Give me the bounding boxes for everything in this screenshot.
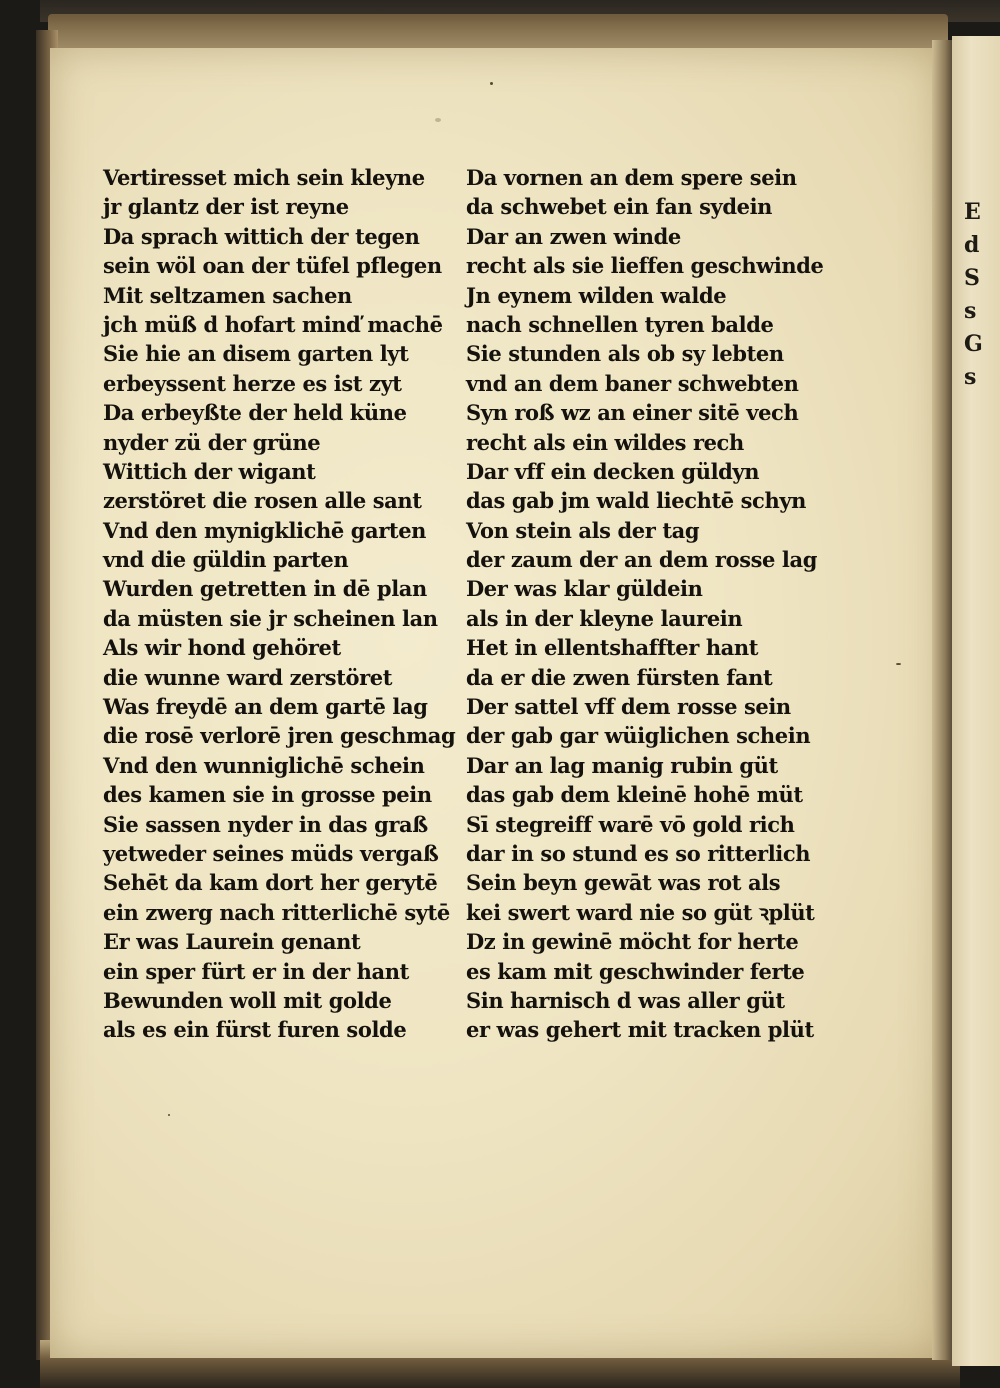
left-text-column (103, 163, 465, 1045)
verse-line: Er was Laurein genant (103, 929, 361, 955)
verse-line: dar in so stund es so ritterlich (466, 840, 811, 866)
verse-line: Als wir hond gehöret (103, 635, 341, 661)
verse-line: nach schnellen tyren balde (466, 311, 774, 337)
paper-speck (168, 1114, 170, 1116)
verse-line: Bewunden woll mit golde (103, 987, 392, 1013)
verse-line: Von stein als der tag (466, 517, 700, 543)
verse-line: Vnd den mynigklichē garten (103, 517, 427, 543)
verse-line: das gab dem kleinē hohē müt (466, 782, 803, 808)
fragment-glyph: S (964, 265, 980, 291)
verse-line: die rosē verlorē jren geschmag (103, 723, 456, 749)
verse-line: die wunne ward zerstöret (103, 664, 393, 690)
verse-line: Het in ellentshaffter hant (466, 635, 759, 661)
verse-line: als es ein fürst furen solde (103, 1017, 407, 1043)
verse-line: vnd die güldin parten (103, 547, 349, 573)
verse-line: da er die zwen fürsten fant (466, 664, 773, 690)
verse-line: es kam mit geschwinder ferte (466, 958, 805, 984)
verse-line: Vertiresset mich sein kleyne (103, 165, 425, 190)
verse-line: der zaum der an dem rosse lag (466, 547, 817, 573)
verse-line: er was gehert mit tracken plüt (466, 1017, 814, 1043)
verse-line: Da vornen an dem spere sein (466, 165, 797, 190)
verse-line: ein sper fürt er in der hant (103, 958, 409, 984)
verse-line: Sie sassen nyder in das graß (103, 811, 428, 837)
fragment-glyph: G (964, 331, 983, 357)
verse-line: jch müß d hofart minď machē (103, 311, 443, 337)
verse-line: recht als sie lieffen geschwinde (466, 253, 824, 279)
right-text-column (466, 163, 828, 1045)
verse-line: als in der kleyne laurein (466, 605, 743, 631)
next-page-text-fragment (964, 196, 1000, 394)
verse-line: yetweder seines müds vergaß (103, 840, 439, 866)
verse-line: Dar vff ein decken güldyn (466, 458, 760, 484)
verse-line: Der was klar güldein (466, 576, 703, 602)
verse-line: recht als ein wildes rech (466, 429, 744, 455)
verse-line: Sehēt da kam dort her gerytē (103, 870, 438, 896)
verse-line: Da erbeyßte der held küne (103, 400, 407, 426)
verse-line: jr glantz der ist reyne (103, 194, 349, 220)
paper-speck (490, 82, 493, 85)
verse-line: Was freydē an dem gartē lag (103, 694, 428, 720)
verse-line: des kamen sie in grosse pein (103, 782, 432, 808)
verse-line: ein zwerg nach ritterlichē sytē (103, 899, 450, 925)
fragment-glyph: s (964, 298, 977, 324)
verse-line: Wittich der wigant (103, 458, 316, 484)
verse-line: Dar an zwen winde (466, 223, 681, 249)
verse-line: erbeyssent herze es ist zyt (103, 370, 402, 396)
verse-line: sein wöl oan der tüfel pflegen (103, 253, 442, 279)
verse-line: Dz in gewinē möcht for herte (466, 929, 799, 955)
paper-speck (896, 663, 901, 665)
verse-line: da müsten sie jr scheinen lan (103, 605, 438, 631)
verse-line: Dar an lag manig rubin güt (466, 752, 778, 778)
verse-line: das gab jm wald liechtē schyn (466, 488, 806, 514)
verse-line: Sin harnisch d was aller güt (466, 987, 785, 1013)
verse-line: Sie hie an disem garten lyt (103, 341, 409, 367)
verse-line: zerstöret die rosen alle sant (103, 488, 422, 514)
fragment-glyph: E (964, 199, 981, 225)
verse-line: Sī stegreiff warē vō gold rich (466, 811, 795, 837)
verse-line: Da sprach wittich der tegen (103, 223, 420, 249)
verse-line: Jn eynem wilden walde (466, 282, 727, 308)
verse-line: da schwebet ein fan sydein (466, 194, 773, 220)
next-page-edge (952, 36, 1000, 1366)
verse-line: nyder zü der grüne (103, 429, 321, 455)
verse-line: Sie stunden als ob sy lebten (466, 341, 784, 367)
paper-speck (435, 118, 441, 122)
verse-line: vnd an dem baner schwebten (466, 370, 799, 396)
verse-line: kei swert ward nie so güt ꝛplüt (466, 899, 815, 925)
book-gutter (932, 40, 954, 1360)
verse-line: Sein beyn gewāt was rot als (466, 870, 781, 896)
fragment-glyph: d (964, 232, 980, 258)
fragment-glyph: s (964, 364, 977, 390)
verse-line: der gab gar wüiglichen schein (466, 723, 811, 749)
verse-line: Syn roß wz an einer sitē vech (466, 400, 799, 426)
verse-line: Der sattel vff dem rosse sein (466, 694, 791, 720)
verse-line: Mit seltzamen sachen (103, 282, 352, 308)
verse-line: Wurden getretten in dē plan (103, 576, 427, 602)
verse-line: Vnd den wunniglichē schein (103, 752, 425, 778)
